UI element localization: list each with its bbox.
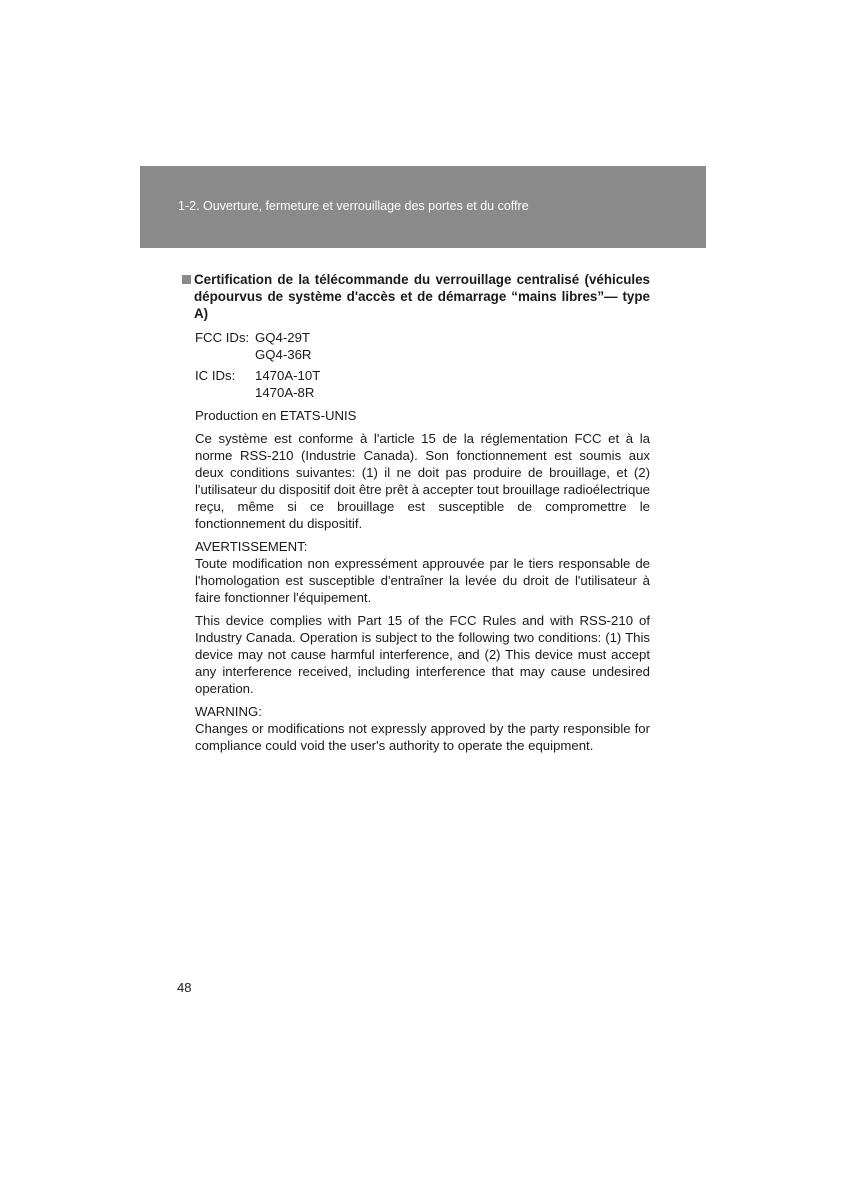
english-warning-title: WARNING:	[195, 704, 262, 719]
french-warning-text: Toute modification non expressément approuvée par le tiers responsable de l'homologation est susceptible d'entraîner la levée du droit de l'utilisateur à faire fonctionner l'équipement.	[195, 556, 650, 605]
english-warning-text: Changes or modifications not expressly approved by the party responsible for compliance could void the user's authority to operate the equipment.	[195, 721, 650, 753]
square-bullet-icon	[182, 275, 191, 284]
fcc-ids-block	[195, 329, 650, 363]
fcc-ids-label: FCC IDs:	[195, 330, 250, 345]
french-warning-title: AVERTISSEMENT:	[195, 539, 308, 554]
production-origin: Production en ETATS-UNIS	[195, 408, 357, 423]
section-header-title: 1-2. Ouverture, fermeture et verrouillage des portes et du coffre	[178, 199, 529, 213]
page-number: 48	[177, 980, 192, 995]
section-heading	[182, 271, 650, 322]
section-header-band	[140, 166, 706, 248]
ic-ids-label: IC IDs:	[195, 368, 236, 383]
english-compliance-paragraph: This device complies with Part 15 of the FCC Rules and with RSS-210 of Industry Canada. Operation is subject to the following two conditions: (1) This device may not cause harmful interference, and (2) This device must accept any interference received, including interference that may cause undesired operation.	[195, 613, 650, 696]
ic-id-value: 1470A-10T	[255, 368, 321, 383]
french-compliance-paragraph: Ce système est conforme à l'article 15 de la réglementation FCC et à la norme RSS-210 (Industrie Canada). Son fonctionnement est soumis aux deux conditions suivantes: (1) il ne doit pas produire de brouillage, et (2) l'utilisateur du dispositif doit être prêt à accepter tout brouillage radioélectrique reçu, même si ce brouillage est susceptible de compromettre le fonctionnement du dispositif.	[195, 431, 650, 531]
ic-ids-block	[195, 367, 650, 401]
fcc-id-value: GQ4-36R	[255, 347, 312, 362]
ic-id-value: 1470A-8R	[255, 385, 315, 400]
section-heading-text: Certification de la télécommande du verrouillage centralisé (véhicules dépourvus de système d'accès et de démarrage “mains libres”— type A)	[194, 272, 650, 321]
fcc-id-value: GQ4-29T	[255, 330, 310, 345]
section-body	[195, 329, 650, 754]
certification-section	[182, 271, 650, 754]
